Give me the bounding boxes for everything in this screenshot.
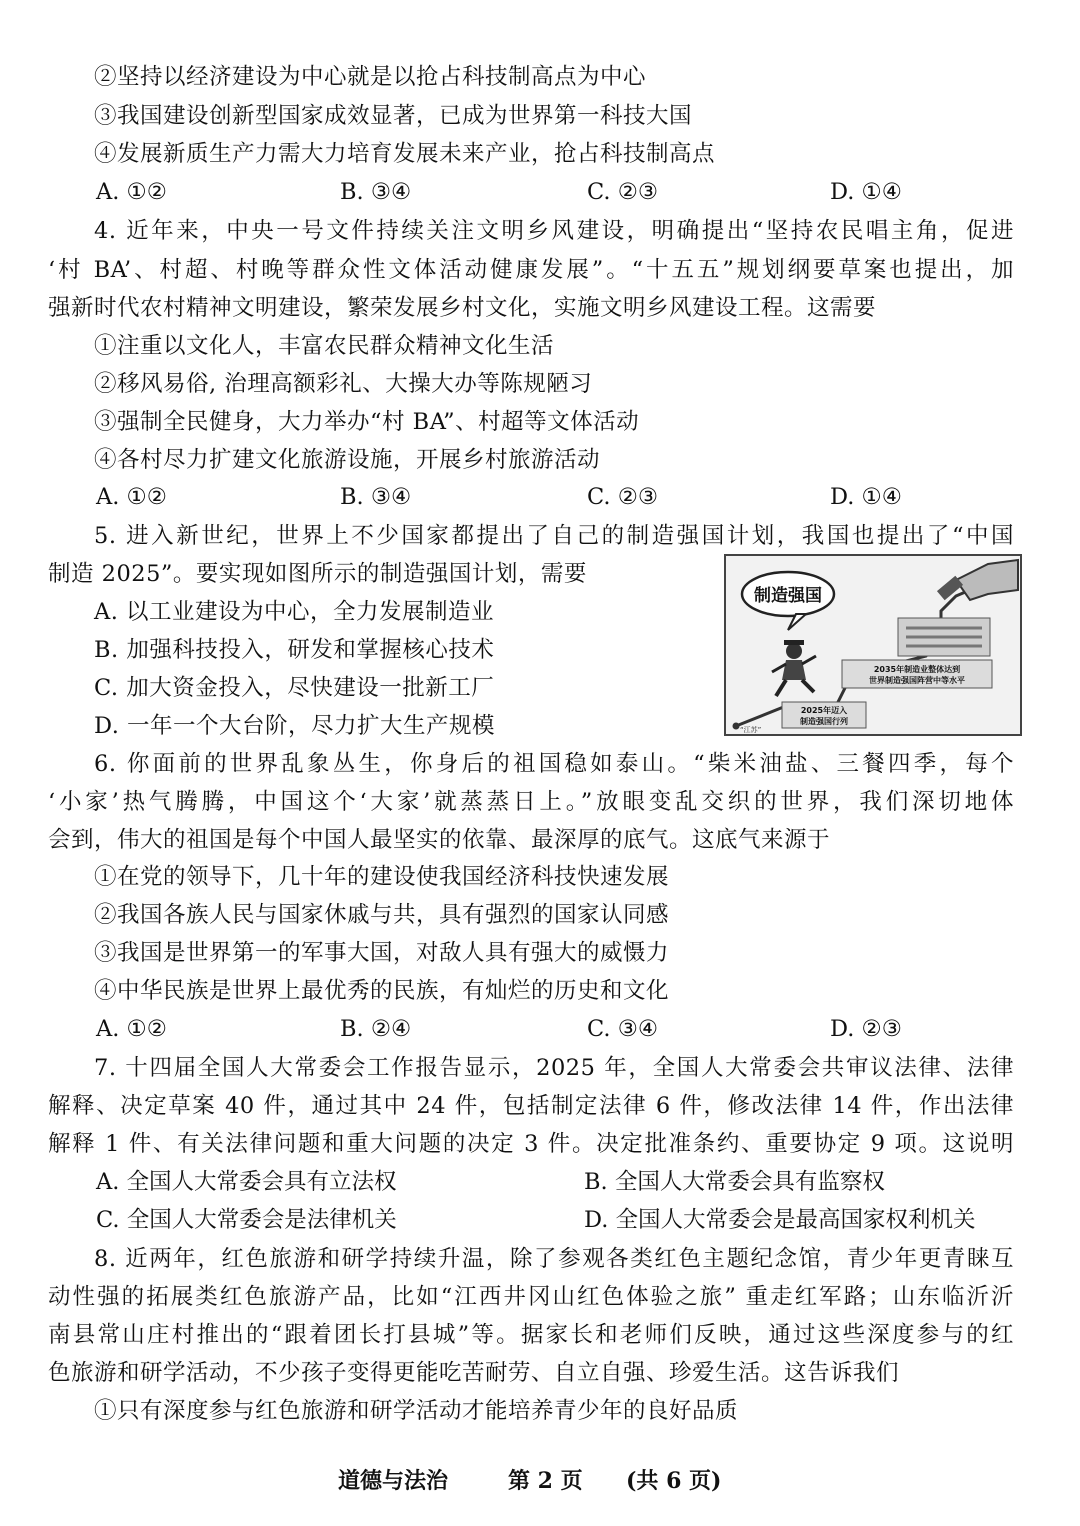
q6-statement-3: ③我国是世界第一的军事大国，对敌人具有强大的威慑力 (94, 940, 670, 966)
q6-option-c[interactable]: C. ③④ (587, 1016, 659, 1042)
q5-option-c[interactable]: C. 加大资金投入，尽快建设一批新工厂 (94, 675, 495, 701)
q7-option-b[interactable]: B. 全国人大常委会具有监察权 (584, 1169, 885, 1195)
q6-option-b[interactable]: B. ②④ (340, 1016, 412, 1042)
q7-option-a[interactable]: A. 全国人大常委会具有立法权 (96, 1169, 397, 1195)
q3-option-d[interactable]: D. ①④ (830, 179, 902, 205)
step-2025-label-b: 制造强国行列 (800, 717, 848, 726)
step-2025-label-a: 2025年迈入 (800, 706, 848, 715)
q8-stem-line-2: 动性强的拓展类红色旅游产品，比如“江西井冈山红色体验之旅” 重走红军路；山东临沂沂 (48, 1284, 1014, 1310)
q5-option-b[interactable]: B. 加强科技投入，研发和掌握核心技术 (94, 637, 495, 663)
q4-stem-line-3: 强新时代农村精神文明建设，繁荣发展乡村文化，实施文明乡风建设工程。这需要 (48, 295, 877, 321)
q4-statement-2: ②移风易俗, 治理高额彩礼、大操大办等陈规陋习 (94, 371, 593, 397)
q4-option-b[interactable]: B. ③④ (340, 484, 412, 510)
q3-statement-3: ③我国建设创新型国家成效显著，已成为世界第一科技大国 (94, 103, 693, 129)
q5-option-a[interactable]: A. 以工业建设为中心，全力发展制造业 (94, 599, 495, 625)
q3-statement-2: ②坚持以经济建设为中心就是以抢占科技制高点为中心 (94, 64, 647, 90)
q4-statement-1: ①注重以文化人，丰富农民群众精神文化生活 (94, 333, 555, 359)
q4-option-d[interactable]: D. ①④ (830, 484, 902, 510)
q6-stem-line-2: ‘小家’热气腾腾，中国这个‘大家’就蒸蒸日上。”放眼变乱交织的世界，我们深切地体 (48, 789, 1014, 815)
q4-option-c[interactable]: C. ②③ (587, 484, 659, 510)
step-2035-label-a: 2035年制造业整体达到 (873, 665, 961, 674)
q8-stem-line-4: 色旅游和研学活动，不少孩子变得更能吃苦耐劳、自立自强、珍爱生活。这告诉我们 (48, 1360, 900, 1386)
q5-stem-line-2: 制造 2025”。要实现如图所示的制造强国计划，需要 (48, 561, 587, 587)
runner-arm-right (802, 656, 816, 664)
q8-stem-line-3: 南县常山庄村推出的“跟着团长打县城”等。据家长和老师们反映，通过这些深度参与的红 (48, 1322, 1014, 1348)
q7-option-c[interactable]: C. 全国人大常委会是法律机关 (96, 1207, 397, 1233)
q8-stem-line-1: 8. 近两年，红色旅游和研学持续升温，除了参观各类红色主题纪念馆，青少年更青睐互 (94, 1246, 1014, 1272)
q6-statement-4: ④中华民族是世界上最优秀的民族，有灿烂的历史和文化 (94, 978, 670, 1004)
q8-statement-1: ①只有深度参与红色旅游和研学活动才能培养青少年的良好品质 (94, 1398, 739, 1424)
q6-stem-line-1: 6. 你面前的世界乱象丛生，你身后的祖国稳如泰山。“柴米油盐、三餐四季，每个 (94, 751, 1014, 777)
cartoon-drawing (726, 556, 1020, 734)
q6-option-d[interactable]: D. ②③ (830, 1016, 902, 1042)
q3-option-c[interactable]: C. ②③ (587, 179, 659, 205)
manufacturing-power-cartoon (724, 554, 1022, 736)
runner-cap (784, 640, 804, 645)
runner-leg-left (776, 680, 786, 696)
q4-statement-3: ③强制全民健身，大力举办“村 BA”、村超等文体活动 (94, 409, 640, 435)
q4-statement-4: ④各村尽力扩建文化旅游设施，开展乡村旅游活动 (94, 447, 601, 473)
q4-stem-line-1: 4. 近年来，中央一号文件持续关注文明乡风建设，明确提出“坚持农民唱主角，促进 (94, 218, 1014, 244)
q7-stem-line-2: 解释、决定草案 40 件，通过其中 24 件，包括制定法律 6 件，修改法律 14 件，作出法律 (48, 1093, 1014, 1119)
q7-stem-line-1: 7. 十四届全国人大常委会工作报告显示，2025 年，全国人大常委会共审议法律、法律 (94, 1055, 1014, 1081)
q5-stem-line-1: 5. 进入新世纪，世界上不少国家都提出了自己的制造强国计划，我国也提出了“中国 (94, 523, 1014, 549)
figure-caption: “江苏” (740, 726, 762, 734)
q6-stem-line-3: 会到，伟大的祖国是每个中国人最坚实的依靠、最深厚的底气。这底气来源于 (48, 827, 831, 853)
q4-stem-line-2: ‘村 BA’、村超、村晚等群众性文体活动健康发展”。“十五五”规划纲要草案也提出，加 (48, 257, 1014, 283)
q4-option-a[interactable]: A. ①② (96, 484, 167, 510)
step-2035-label-b: 世界制造强国阵营中等水平 (869, 676, 965, 685)
footer-page-total: (共 6 页) (626, 1468, 722, 1494)
q3-option-a[interactable]: A. ①② (96, 179, 167, 205)
runner-leg-right (802, 680, 814, 692)
runner-head (786, 643, 802, 659)
footer-subject: 道德与法治 (338, 1468, 449, 1494)
q3-statement-4: ④发展新质生产力需大力培育发展未来产业，抢占科技制高点 (94, 141, 716, 167)
q5-option-d[interactable]: D. 一年一个大台阶，尽力扩大生产规模 (94, 713, 496, 739)
q6-statement-1: ①在党的领导下，几十年的建设使我国经济科技快速发展 (94, 864, 670, 890)
q6-option-a[interactable]: A. ①② (96, 1016, 167, 1042)
q6-statement-2: ②我国各族人民与国家休戚与共，具有强烈的国家认同感 (94, 902, 670, 928)
staircase-start-dot (733, 723, 740, 730)
q7-stem-line-3: 解释 1 件、有关法律问题和重大问题的决定 3 件。决定批准条约、重要协定 9 项。这说明 (48, 1131, 1014, 1157)
q7-option-d[interactable]: D. 全国人大常委会是最高国家权利机关 (584, 1207, 976, 1233)
q3-option-b[interactable]: B. ③④ (340, 179, 412, 205)
footer-page-number: 第 2 页 (508, 1468, 583, 1494)
hand-with-marker (956, 560, 1018, 600)
figure-title: 制造强国 (754, 586, 822, 606)
